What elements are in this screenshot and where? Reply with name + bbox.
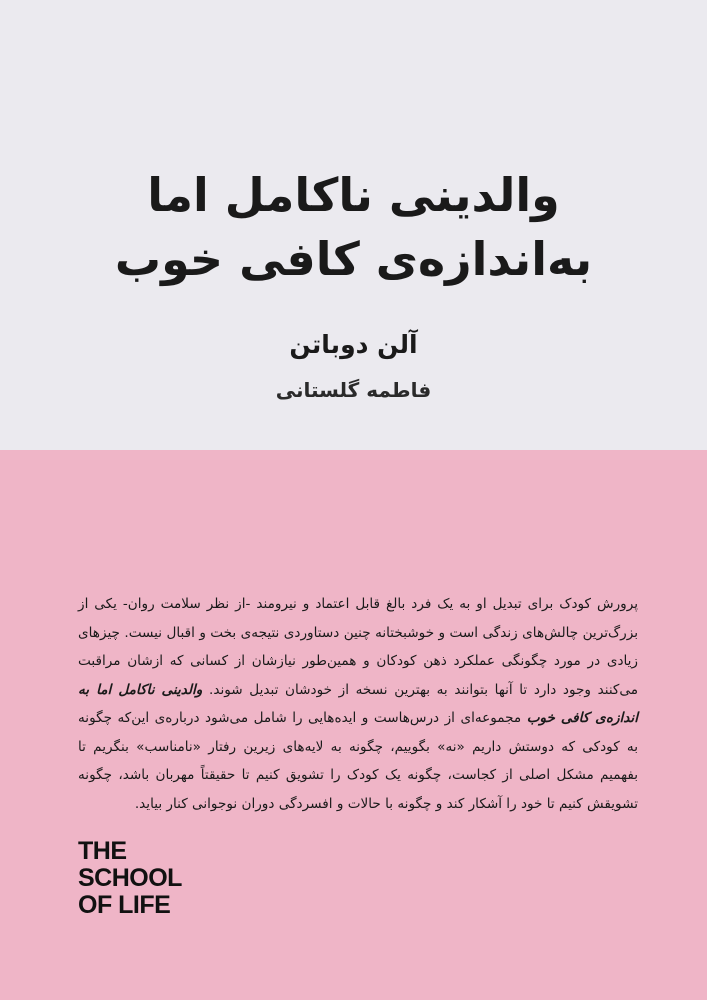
blurb-part-1: پرورش کودک برای تبدیل او به یک فرد بالغ قابل اعتماد و نیرومند -از نظر سلامت روان- یکی از بزرگ‌ترین چالش‌های زندگی است و خوشبختانه چنین دستاوردی نتیجه‌ی بخت و اقبال نیست. چیزهای زیادی در مورد چگونگی عملکرد ذهن کودکان و همین‌طور نیازشان از کسانی که ازشان مراقبت می‌کنند وجود دارد تا آنها بتوانند به بهترین نسخه از خودشان تبدیل شوند.: [78, 596, 639, 698]
author-name: آلن دوباتن: [289, 330, 418, 359]
school-of-life-logo: [78, 838, 182, 919]
blurb-part-2: مجموعه‌ای از درس‌هاست و ایده‌هایی را شامل می‌شود درباره‌ی این‌که چگونه به کودکی که دوستش داریم «نه» بگوییم، چگونه به لایه‌های زیرین رفتار «نامناسب» بنگریم تا بفهمیم مشکل اصلی از کجاست، چگونه یک کودک را تشویق کنیم تا حقیقتاً مهربان باشد، چگونه تشویقش کنیم تا خود را آشکار کند و چگونه با حالات و افسردگی دوران نوجوانی کنار بیاید.: [78, 710, 638, 812]
translator-name: فاطمه گلستانی: [275, 378, 432, 402]
logo-line-1: THE: [78, 837, 127, 865]
logo-line-2: SCHOOL: [78, 864, 182, 892]
blurb-book-name: والدینی ناکامل اما به اندازه‌ی کافی خوب: [78, 681, 638, 726]
logo-line-3: OF LIFE: [78, 891, 171, 919]
book-title-line-2: به‌اندازه‌ی کافی خوب: [114, 232, 593, 286]
book-title-line-1: والدینی ناکامل اما: [147, 168, 560, 222]
back-blurb: [78, 590, 638, 818]
